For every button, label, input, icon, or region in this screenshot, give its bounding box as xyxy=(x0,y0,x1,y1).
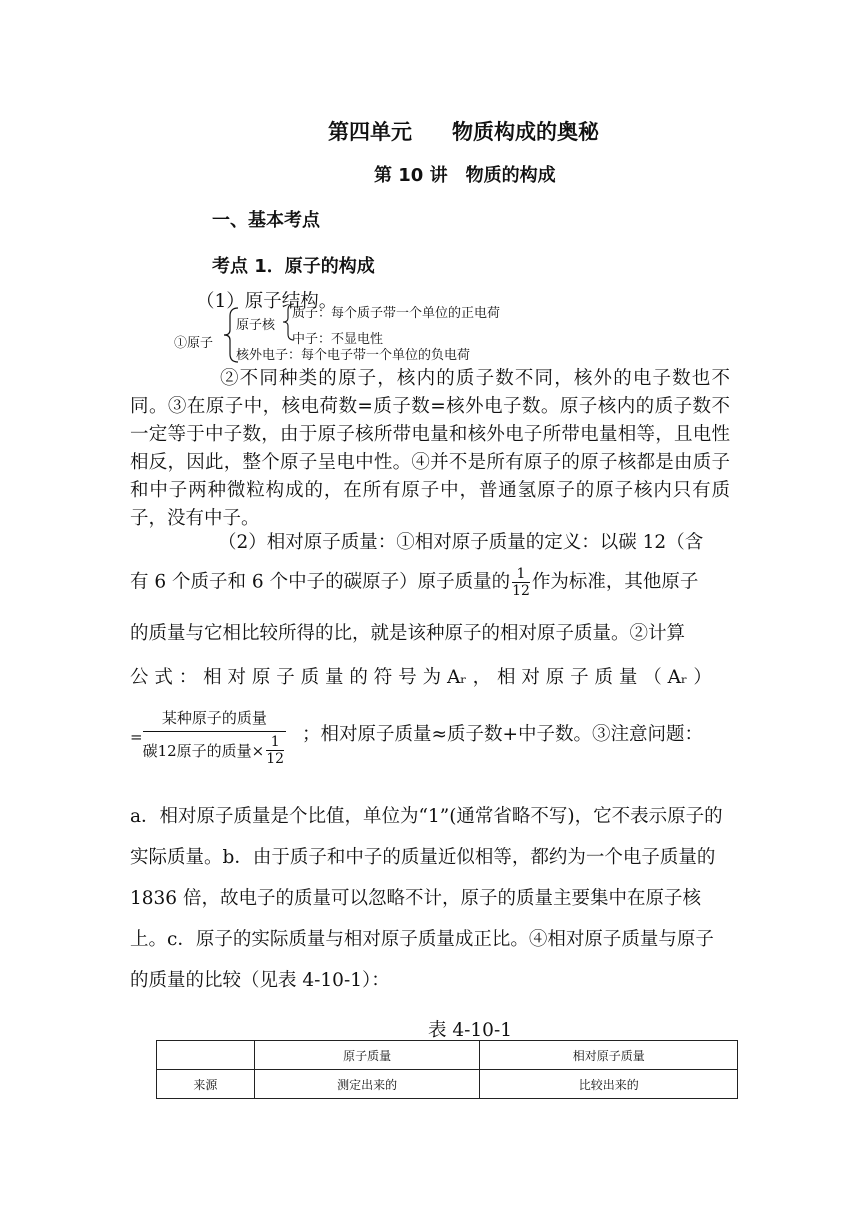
unit-label: 第四单元 xyxy=(328,120,412,144)
ram-line-3: 的质量与它相比较所得的比，就是该种原子的相对原子质量。②计算 xyxy=(130,623,686,644)
ram-line-1: （2）相对原子质量：①相对原子质量的定义：以碳 12（含 xyxy=(218,532,704,553)
nucleus-label: 原子核 xyxy=(236,318,276,333)
table-header-cell: 原子质量 xyxy=(254,1041,480,1070)
ram-line-5: ；相对原子质量≈质子数+中子数。③注意问题： xyxy=(302,724,704,745)
formula-den-num: 1 xyxy=(266,734,284,751)
formula-equals: = xyxy=(130,728,143,746)
point-heading: 考点 1．原子的构成 xyxy=(212,256,375,277)
one-twelfth-fraction xyxy=(512,566,530,599)
formula-one-twelfth xyxy=(266,734,284,767)
section-heading: 一、基本考点 xyxy=(212,210,320,231)
structure-heading: （1）原子结构。 xyxy=(196,291,338,312)
table-cell: 来源 xyxy=(157,1070,255,1099)
table-caption: 表 4-10-1 xyxy=(428,1020,512,1041)
formula-numerator: 某种原子的质量 xyxy=(143,707,286,732)
formula-denominator xyxy=(143,732,286,767)
electron-label: 核外电子：每个电子带一个单位的负电荷 xyxy=(236,348,471,363)
lesson-title: 第 10 讲 物质的构成 xyxy=(374,165,556,186)
unit-title xyxy=(328,116,599,146)
paragraph-atom-facts: ②不同种类的原子，核内的质子数不同，核外的电子数也不同。③在原子中，核电荷数=质子数=核外电子数。原子核内的质子数不一定等于中子数，由于原子核所带电量和核外电子所带电量相等，且电性相反，因此，整个原子呈电中性。④并不是所有原子的原子核都是由质子和中子两种微粒构成的，在所有原子中，普通氢原子的原子核内只有质子，没有中子。 xyxy=(130,368,730,529)
ram-formula xyxy=(130,707,286,767)
formula-den-den: 12 xyxy=(266,751,285,767)
proton-label: 质子：每个质子带一个单位的正电荷 xyxy=(292,306,501,321)
formula-denominator-text: 碳12原子的质量× xyxy=(142,742,265,760)
table-cell: 比较出来的 xyxy=(480,1070,738,1099)
fraction-numerator: 1 xyxy=(512,566,530,583)
table-row xyxy=(157,1070,738,1099)
paragraph-notes: a．相对原子质量是个比值，单位为“1”(通常省略不写)，它不表示原子的实际质量。b．由于质子和中子的质量近似相等，都约为一个电子质量的 1836 倍，故电子的质量可以忽略不计，原子的质量主要集中在原子核上。c．原子的实际质量与相对原子质量成正比。④相对原子质量与原子的质量的比较（见表 4-10-1）： xyxy=(130,806,723,991)
fraction-denominator: 12 xyxy=(512,583,530,599)
atom-label: ①原子 xyxy=(174,336,214,351)
ram-line-2-tail: 作为标准，其他原子 xyxy=(531,571,699,593)
comparison-table xyxy=(156,1040,738,1099)
ram-line-2-text: 有 6 个质子和 6 个中子的碳原子）原子质量的 xyxy=(130,571,511,593)
table-cell: 测定出来的 xyxy=(254,1070,480,1099)
neutron-label: 中子：不显电性 xyxy=(292,332,384,347)
table-header-row xyxy=(157,1041,738,1070)
ram-line-2 xyxy=(130,566,698,599)
formula-fraction xyxy=(143,707,286,767)
unit-topic: 物质构成的奥秘 xyxy=(452,120,599,144)
ram-line-4: 公 式 ： 相 对 原 子 质 量 的 符 号 为 Aᵣ ， 相 对 原 子 质 量 （ Aᵣ ） xyxy=(130,667,712,688)
table-header-cell: 相对原子质量 xyxy=(480,1041,738,1070)
table-header-cell xyxy=(157,1041,255,1070)
